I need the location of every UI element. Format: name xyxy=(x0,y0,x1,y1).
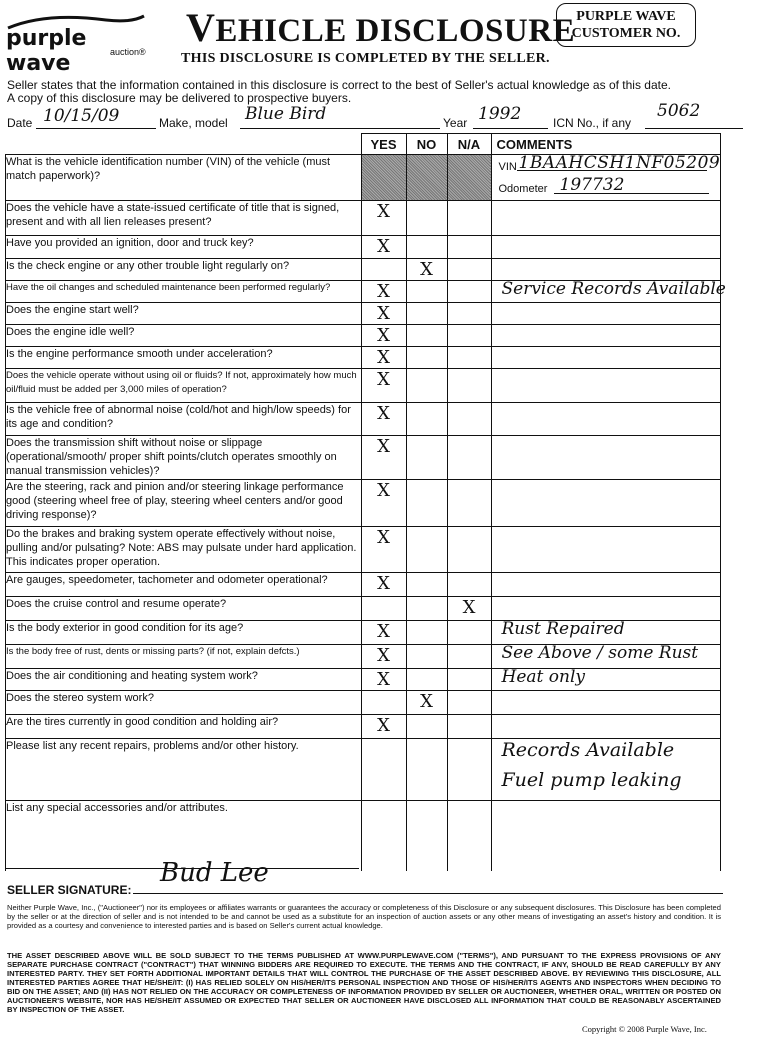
repairs-question: Please list any recent repairs, problems and/or other history. xyxy=(6,739,362,801)
purple-wave-logo xyxy=(6,10,148,76)
na-checkbox[interactable] xyxy=(447,480,491,527)
no-checkbox[interactable] xyxy=(406,436,447,480)
customer-number-box xyxy=(556,3,696,47)
make-value: Blue Bird xyxy=(245,104,327,124)
comment-text: Service Records Available xyxy=(501,279,726,299)
yes-checkbox[interactable] xyxy=(361,691,406,715)
disclaimer-text: Neither Purple Wave, Inc., ("Auctioneer") nor its employees or affiliates warrants or guarantees the accuracy or completeness of this Disclosure or any subsequent disclosures. This Disclosure has been completed by the seller or at the direction of seller and is not intended to be and cannot be used as a substitute for an inspection of auction assets or any other means of investigating an asset's history and condition. It is provided as a courtesy and convenience to interested parties and is based on Seller's current actual knowledge. xyxy=(7,903,721,930)
comment-cell[interactable] xyxy=(491,236,721,259)
question-text: Is the engine performance smooth under acceleration? xyxy=(6,347,362,369)
comment-cell[interactable] xyxy=(491,597,721,621)
no-checkbox[interactable]: X xyxy=(406,259,447,281)
no-checkbox[interactable] xyxy=(406,303,447,325)
na-checkbox[interactable] xyxy=(447,403,491,436)
no-checkbox[interactable] xyxy=(406,669,447,691)
page-title xyxy=(186,4,575,51)
question-row xyxy=(6,645,721,669)
vin-question: What is the vehicle identification number (VIN) of the vehicle (must match paperwork)? xyxy=(6,155,362,201)
na-checkbox[interactable] xyxy=(447,645,491,669)
no-checkbox[interactable] xyxy=(406,369,447,403)
comments-column-header: COMMENTS xyxy=(491,134,721,155)
question-text: Does the stereo system work? xyxy=(6,691,362,715)
question-row xyxy=(6,281,721,303)
vin-value: 1BAAHCSH1NF05209 xyxy=(518,153,721,173)
question-text: Is the body exterior in good condition for its age? xyxy=(6,621,362,645)
question-text: Does the cruise control and resume operate? xyxy=(6,597,362,621)
vehicle-info-line xyxy=(7,101,752,132)
na-checkbox[interactable] xyxy=(447,527,491,573)
terms-text: THE ASSET DESCRIBED ABOVE WILL BE SOLD SUBJECT TO THE TERMS PUBLISHED AT WWW.PURPLEWAVE.COM ("TERMS"), AND PURSUANT TO THE EXPRESS PROVISIONS OF ANY SEPARATE PURCHASE CONTRACT ("CONTRACT") THAT WINNING BIDDERS ARE REQUIRED TO EXECUTE. THE TERMS AND THE CONTRACT, IF ANY, SHOULD BE READ CAREFULLY BY ANY INTERESTED PARTY. THEY SET FORTH ADDITIONAL IMPORTANT DETAILS THAT WILL CONTROL THE PURCHASE OF THE ASSET DESCRIBED ABOVE. BY REVIEWING THIS DISCLOSURE, ALL INTERESTED PARTIES AGREE THAT HE/SHE/IT: (I) HAS RELIED SOLELY ON HIS/HER/ITS PERSONAL INSPECTION AND THOSE OF HIS/HER/ITS AGENTS AND INSPECTORS WHEN DECIDING TO BID ON THE ASSET; AND (II) HAS NOT RELIED ON THE ACCURACY OR COMPLETENESS OF INFORMATION PROVIDED BY SELLER OR AUCTIONEER, WHETHER ORAL, WRITTEN OR POSTED ON AUCTIONEER'S WEBSITE, NOR HAS HE/SHE/IT ASSUMED OR EXPECTED THAT SELLER OR AUCTIONEER HAVE DISCLOSED ALL INFORMATION THAT COULD BE REASONABLY ASCERTAINED BY INSPECTION OF THE ASSET. xyxy=(7,951,721,1014)
no-checkbox[interactable] xyxy=(406,597,447,621)
date-label: Date xyxy=(7,116,33,130)
vin-label: VIN xyxy=(498,161,517,173)
odometer-label: Odometer xyxy=(498,183,548,195)
no-checkbox[interactable] xyxy=(406,325,447,347)
no-column-header: NO xyxy=(406,134,447,155)
yes-checkbox[interactable]: X xyxy=(361,201,406,236)
question-text: Does the vehicle have a state-issued certificate of title that is signed, present and with all lien releases present? xyxy=(6,201,362,236)
na-checkbox[interactable]: X xyxy=(447,597,491,621)
intro-text xyxy=(7,79,671,105)
repairs-row xyxy=(6,739,721,801)
no-checkbox[interactable] xyxy=(406,527,447,573)
repairs-comment-line-2: Fuel pump leaking xyxy=(501,769,682,791)
comment-cell[interactable] xyxy=(491,691,721,715)
yes-checkbox[interactable]: X xyxy=(361,369,406,403)
question-text: Does the engine start well? xyxy=(6,303,362,325)
question-row xyxy=(6,621,721,645)
comment-cell[interactable] xyxy=(491,201,721,236)
na-column-header: N/A xyxy=(447,134,491,155)
vin-row xyxy=(6,155,721,201)
accessories-no-cell xyxy=(406,801,447,871)
seller-signature: Bud Lee xyxy=(160,858,269,888)
yes-checkbox[interactable]: X xyxy=(361,303,406,325)
table-header-row xyxy=(6,134,721,155)
na-checkbox[interactable] xyxy=(447,236,491,259)
question-text: Does the engine idle well? xyxy=(6,325,362,347)
yes-checkbox[interactable] xyxy=(361,259,406,281)
comment-cell[interactable] xyxy=(491,347,721,369)
question-text: Have the oil changes and scheduled maintenance been performed regularly? xyxy=(6,281,362,303)
yes-checkbox[interactable]: X xyxy=(361,480,406,527)
na-checkbox[interactable] xyxy=(447,715,491,739)
disclosure-table xyxy=(5,133,726,871)
yes-checkbox[interactable]: X xyxy=(361,436,406,480)
question-text: Is the body free of rust, dents or missing parts? (if not, explain defcts.) xyxy=(6,645,362,669)
question-row xyxy=(6,236,721,259)
accessories-row xyxy=(6,801,721,871)
no-checkbox[interactable] xyxy=(406,715,447,739)
question-text: Do the brakes and braking system operate effectively without noise, pulling and/or pulsating? Note: ABS may pulsate under hard application. This indicates proper operation. xyxy=(6,527,362,573)
question-text: Are the steering, rack and pinion and/or steering linkage performance good (steering wheel free of play, steering wheel centers and/or good driving response)? xyxy=(6,480,362,527)
customer-box-line1: PURPLE WAVE xyxy=(576,9,676,24)
no-checkbox[interactable] xyxy=(406,573,447,597)
accessories-na-cell xyxy=(447,801,491,871)
question-row xyxy=(6,369,721,403)
question-text: Is the vehicle free of abnormal noise (cold/hot and high/low speeds) for its age and condition? xyxy=(6,403,362,436)
no-checkbox[interactable] xyxy=(406,480,447,527)
comment-cell[interactable] xyxy=(491,645,721,669)
no-checkbox[interactable] xyxy=(406,403,447,436)
page-subtitle: THIS DISCLOSURE IS COMPLETED BY THE SELLER. xyxy=(181,51,550,66)
question-header xyxy=(6,134,362,155)
intro-line-1: Seller states that the information contained in this disclosure is correct to the best of Seller's actual knowledge as of this date. xyxy=(7,78,671,92)
title-rest: EHICLE DISCLOSURE xyxy=(215,13,576,49)
yes-checkbox[interactable]: X xyxy=(361,281,406,303)
question-row xyxy=(6,480,721,527)
question-text: Does the transmission shift without noise or slippage (operational/smooth/ proper shift points/clutch operates smoothly on manual transmission vehicles)? xyxy=(6,436,362,480)
question-row xyxy=(6,573,721,597)
comment-cell[interactable] xyxy=(491,279,726,303)
yes-checkbox[interactable] xyxy=(361,597,406,621)
yes-checkbox[interactable]: X xyxy=(361,621,406,645)
year-label: Year xyxy=(443,116,468,130)
na-checkbox[interactable] xyxy=(447,325,491,347)
seller-signature-field[interactable] xyxy=(133,893,723,894)
comment-cell[interactable] xyxy=(491,436,721,480)
seller-signature-label: SELLER SIGNATURE: xyxy=(7,883,132,897)
question-row xyxy=(6,303,721,325)
logo-main-text: purple wave xyxy=(6,26,87,76)
comment-cell[interactable] xyxy=(491,369,721,403)
vin-na-cell xyxy=(447,155,491,201)
comment-text: Heat only xyxy=(501,667,585,687)
odometer-value: 197732 xyxy=(559,175,625,195)
vin-no-cell xyxy=(406,155,447,201)
na-checkbox[interactable] xyxy=(447,573,491,597)
no-checkbox[interactable] xyxy=(406,281,447,303)
icn-label: ICN No., if any xyxy=(553,116,632,130)
copyright-text: Copyright © 2008 Purple Wave, Inc. xyxy=(582,1024,707,1034)
no-checkbox[interactable] xyxy=(406,347,447,369)
yes-checkbox[interactable]: X xyxy=(361,325,406,347)
comment-text: See Above / some Rust xyxy=(501,643,699,663)
yes-checkbox[interactable]: X xyxy=(361,403,406,436)
question-row xyxy=(6,597,721,621)
na-checkbox[interactable] xyxy=(447,369,491,403)
accessories-comment-cell[interactable] xyxy=(491,801,721,871)
question-text: Does the vehicle operate without using oil or fluids? If not, approximately how much oil/fluid must be added per 3,000 miles of operation? xyxy=(6,369,362,403)
yes-column-header: YES xyxy=(361,134,406,155)
na-checkbox[interactable] xyxy=(447,259,491,281)
na-checkbox[interactable] xyxy=(447,436,491,480)
repairs-comment-line-1: Records Available xyxy=(501,739,675,761)
year-value: 1992 xyxy=(478,104,522,124)
icn-value: 5062 xyxy=(657,101,701,121)
comment-cell[interactable] xyxy=(491,403,721,436)
na-checkbox[interactable] xyxy=(447,347,491,369)
no-checkbox[interactable]: X xyxy=(406,691,447,715)
question-text: Are gauges, speedometer, tachometer and odometer operational? xyxy=(6,573,362,597)
date-value: 10/15/09 xyxy=(43,106,120,126)
question-row xyxy=(6,436,721,480)
comment-cell[interactable] xyxy=(491,621,721,645)
no-checkbox[interactable] xyxy=(406,645,447,669)
repairs-comment-cell[interactable] xyxy=(491,739,721,801)
question-row xyxy=(6,259,721,281)
question-row xyxy=(6,347,721,369)
comment-cell[interactable] xyxy=(491,715,721,739)
repairs-na-cell xyxy=(447,739,491,801)
question-text: Have you provided an ignition, door and truck key? xyxy=(6,236,362,259)
question-row xyxy=(6,403,721,436)
comment-cell[interactable] xyxy=(491,527,721,573)
accessories-question: List any special accessories and/or attributes. xyxy=(6,801,362,871)
comment-text: Rust Repaired xyxy=(501,619,625,639)
yes-checkbox[interactable]: X xyxy=(361,527,406,573)
na-checkbox[interactable] xyxy=(447,201,491,236)
na-checkbox[interactable] xyxy=(447,281,491,303)
repairs-yes-cell xyxy=(361,739,406,801)
na-checkbox[interactable] xyxy=(447,621,491,645)
comment-cell[interactable] xyxy=(491,480,721,527)
logo-sub-text: auction® xyxy=(110,47,146,57)
comment-cell[interactable] xyxy=(491,325,721,347)
yes-checkbox[interactable]: X xyxy=(361,347,406,369)
question-row xyxy=(6,325,721,347)
comment-cell[interactable] xyxy=(491,303,721,325)
na-checkbox[interactable] xyxy=(447,691,491,715)
yes-checkbox[interactable]: X xyxy=(361,645,406,669)
question-row xyxy=(6,527,721,573)
question-row xyxy=(6,201,721,236)
comment-cell[interactable] xyxy=(491,669,721,691)
yes-checkbox[interactable]: X xyxy=(361,236,406,259)
yes-checkbox[interactable]: X xyxy=(361,573,406,597)
comment-cell[interactable] xyxy=(491,573,721,597)
make-label: Make, model xyxy=(159,116,228,130)
yes-checkbox[interactable]: X xyxy=(361,715,406,739)
na-checkbox[interactable] xyxy=(447,303,491,325)
accessories-yes-cell xyxy=(361,801,406,871)
question-text: Is the check engine or any other trouble light regularly on? xyxy=(6,259,362,281)
na-checkbox[interactable] xyxy=(447,669,491,691)
no-checkbox[interactable] xyxy=(406,621,447,645)
question-text: Does the air conditioning and heating system work? xyxy=(6,669,362,691)
repairs-no-cell xyxy=(406,739,447,801)
question-text: Are the tires currently in good condition and holding air? xyxy=(6,715,362,739)
intro-line-2: A copy of this disclosure may be delivered to prospective buyers. xyxy=(7,91,352,105)
no-checkbox[interactable] xyxy=(406,201,447,236)
no-checkbox[interactable] xyxy=(406,236,447,259)
yes-checkbox[interactable]: X xyxy=(361,669,406,691)
question-row xyxy=(6,715,721,739)
question-row xyxy=(6,669,721,691)
title-initial: V xyxy=(186,5,216,50)
question-row xyxy=(6,691,721,715)
vin-yes-cell xyxy=(361,155,406,201)
comment-cell[interactable] xyxy=(491,259,721,281)
vin-comment-cell xyxy=(491,155,721,201)
customer-box-line2: CUSTOMER NO. xyxy=(571,26,681,41)
